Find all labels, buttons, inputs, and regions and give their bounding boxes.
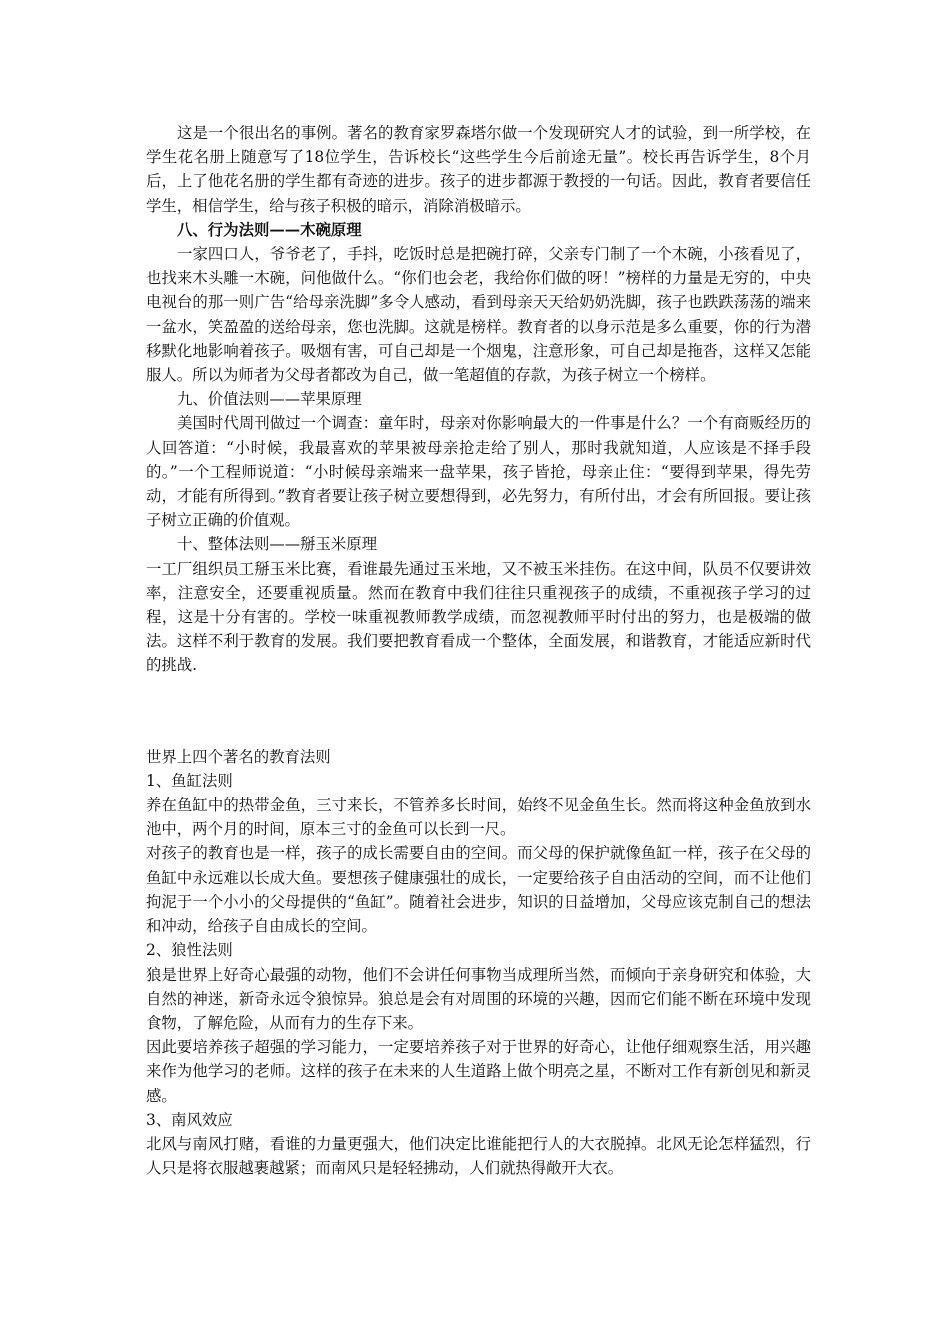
section-10-paragraph: 一工厂组织员工掰玉米比赛，看谁最先通过玉米地，又不被玉米挂伤。在这中间，队员不仅要讲效率，注意安全，还要重视质量。然而在教育中我们往往只重视孩子的成绩，不重视孩子学习的过程，这是十分有害的。学校一味重视教师教学成绩，而忽视教师平时付出的努力，也是极端的做法。这样不利于教育的发展。我们要把教育看成一个整体，全面发展，和谐教育，才能适应新时代的挑战. bbox=[146, 559, 811, 675]
rule-2-paragraph-1: 狼是世界上好奇心最强的动物，他们不会讲任何事物当成理所当然，而倾向于亲身研究和体验，大自然的神迷，新奇永远令狼惊异。狼总是会有对周围的环境的兴趣，因而它们能不断在环境中发现食物，了解危险，从而有力的生存下来。 bbox=[146, 965, 811, 1032]
rule-1-paragraph-2: 对孩子的教育也是一样，孩子的成长需要自由的空间。而父母的保护就像鱼缸一样，孩子在父母的鱼缸中永远难以长成大鱼。要想孩子健康强壮的成长，一定要给孩子自由活动的空间，而不让他们拘泥于一个小小的父母提供的“鱼缸”。随着社会进步，知识的日益增加，父母应该克制自己的想法和冲动，给孩子自由成长的空间。 bbox=[146, 844, 811, 936]
document-body bbox=[146, 121, 811, 1180]
rule-1-paragraph-1: 养在鱼缸中的热带金鱼，三寸来长，不管养多长时间，始终不见金鱼生长。然而将这种金鱼放到水池中，两个月的时间，原本三寸的金鱼可以长到一尺。 bbox=[146, 796, 811, 839]
rule-1-heading: 1、鱼缸法则 bbox=[146, 771, 233, 790]
part-2-title: 世界上四个著名的教育法则 bbox=[146, 747, 331, 766]
section-9-heading: 九、价值法则——苹果原理 bbox=[177, 390, 362, 409]
rule-2-paragraph-2: 因此要培养孩子超强的学习能力，一定要培养孩子对于世界的好奇心，让他仔细观察生活，用兴趣来作为他学习的老师。这样的孩子在未来的人生道路上做个明亮之星，不断对工作有新创见和新灵感。 bbox=[146, 1038, 811, 1105]
section-9-paragraph: 美国时代周刊做过一个调查：童年时，母亲对你影响最大的一件事是什么？一个有商贩经历的人回答道：“小时候，我最喜欢的苹果被母亲抢走给了别人，那时我就知道，人应该是不择手段的。”一个工程师说道：“小时候母亲端来一盘苹果，孩子皆抢，母亲止住：“要得到苹果，得先劳动，才能有所得到。”教育者要让孩子树立要想得到，必先努力，有所付出，才会有所回报。要让孩子树立正确的价值观。 bbox=[146, 414, 811, 530]
intro-paragraph: 这是一个很出名的事例。著名的教育家罗森塔尔做一个发现研究人才的试验，到一所学校，在学生花名册上随意写了18位学生，告诉校长“这些学生今后前途无量”。校长再告诉学生，8个月后，上了他花名册的学生都有奇迹的进步。孩子的进步都源于教授的一句话。因此，教育者要信任学生，相信学生，给与孩子积极的暗示，消除消极暗示。 bbox=[146, 124, 811, 215]
section-10-heading: 十、整体法则——掰玉米原理 bbox=[177, 535, 378, 554]
rule-3-heading: 3、南风效应 bbox=[146, 1110, 233, 1129]
section-8-paragraph: 一家四口人，爷爷老了，手抖，吃饭时总是把碗打碎，父亲专门制了一个木碗，小孩看见了，也找来木头雕一木碗，问他做什么。“你们也会老，我给你们做的呀！”榜样的力量是无穷的，中央电视台的那一则广告“给母亲洗脚”多令人感动，看到母亲天天给奶奶洗脚，孩子也跌跌荡荡的端来一盆水，笑盈盈的送给母亲，您也洗脚。这就是榜样。教育者的以身示范是多么重要，你的行为潜移默化地影响着孩子。吸烟有害，可自己却是一个烟鬼，注意形象，可自己却是拖沓，这样又怎能服人。所以为师者为父母者都改为自己，做一笔超值的存款，为孩子树立一个榜样。 bbox=[146, 245, 811, 385]
rule-3-paragraph-1: 北风与南风打赌，看谁的力量更强大，他们决定比谁能把行人的大衣脱掉。北风无论怎样猛烈，行人只是将衣服越裹越紧；而南风只是轻轻拂动，人们就热得敞开大衣。 bbox=[146, 1134, 811, 1178]
rule-2-heading: 2、狼性法则 bbox=[146, 941, 233, 960]
section-spacer bbox=[146, 678, 811, 745]
section-8-heading: 八、行为法则——木碗原理 bbox=[177, 220, 362, 239]
